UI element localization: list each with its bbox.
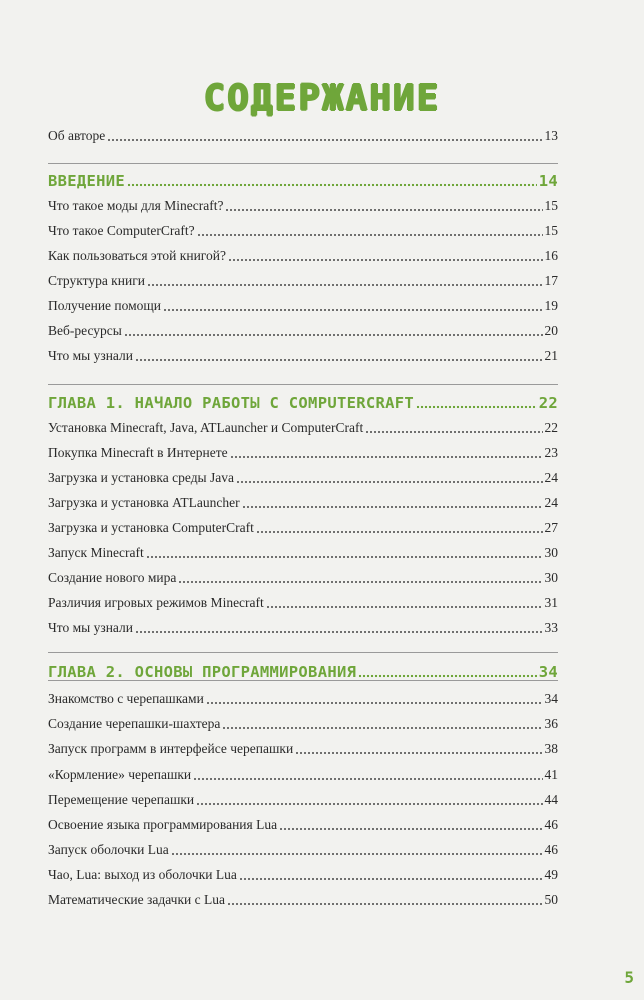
toc-entry-page: 17 (544, 273, 558, 288)
toc-entry-title: Различия игровых режимов Minecraft (48, 595, 264, 610)
toc-entry-title: Установка Minecraft, Java, ATLauncher и ComputerCraft (48, 420, 364, 435)
toc-entry-page: 13 (544, 128, 558, 143)
dot-leader (416, 405, 537, 409)
dot-leader (236, 480, 543, 484)
toc-entry (48, 247, 558, 265)
toc-entry-page: 34 (538, 663, 558, 681)
section-separator (48, 652, 558, 653)
toc-entry (48, 197, 558, 215)
toc-entry-title: Запуск Minecraft (48, 545, 144, 560)
dot-leader (242, 505, 543, 509)
dot-leader (266, 605, 543, 609)
toc-entry-title: Об авторе (48, 128, 106, 143)
toc-entry-title: Загрузка и установка ATLauncher (48, 495, 240, 510)
dot-leader (127, 183, 537, 187)
toc-entry (48, 297, 558, 315)
toc-entry (48, 569, 558, 587)
dot-leader (227, 902, 543, 906)
dot-leader (222, 726, 542, 730)
toc-entry-title: Запуск оболочки Lua (48, 842, 169, 857)
toc-entry-page: 34 (544, 691, 558, 706)
toc-entry-title: Получение помощи (48, 298, 162, 313)
dot-leader (365, 430, 542, 434)
toc-entry (48, 816, 558, 834)
dot-leader (178, 580, 542, 584)
toc-entry (48, 841, 558, 859)
toc-entry (48, 322, 558, 340)
dot-leader (107, 138, 542, 142)
section-separator (48, 163, 558, 164)
toc-entry (48, 866, 558, 884)
toc-entry (48, 444, 558, 462)
toc-entry-page: 50 (544, 892, 558, 907)
toc-heading (48, 394, 558, 412)
toc-entry (48, 419, 558, 437)
toc-entry (48, 347, 558, 365)
toc-entry (48, 519, 558, 537)
toc-entry-page: 24 (544, 495, 558, 510)
toc-entry-page: 21 (544, 348, 558, 363)
toc-entry-title: Что такое ComputerCraft? (48, 223, 195, 238)
toc-entry-title: Как пользоваться этой книгой? (48, 248, 226, 263)
dot-leader (146, 555, 543, 559)
toc-entry-page: 31 (544, 595, 558, 610)
toc-entry-title: Веб-ресурсы (48, 323, 122, 338)
dot-leader (228, 258, 543, 262)
toc-entry-page: 46 (544, 817, 558, 832)
toc-entry-page: 20 (544, 323, 558, 338)
toc-entry-page: 33 (544, 620, 558, 635)
toc-entry-title: Загрузка и установка среды Java (48, 470, 234, 485)
dot-leader (279, 827, 542, 831)
dot-leader (193, 777, 542, 781)
toc-entry (48, 272, 558, 290)
dot-leader (171, 852, 543, 856)
toc-entry (48, 891, 558, 909)
toc-entry-title: Что такое моды для Minecraft? (48, 198, 224, 213)
toc-entry-page: 30 (544, 570, 558, 585)
toc-entry (48, 791, 558, 809)
toc-entry-page: 14 (538, 172, 558, 190)
toc-entry-page: 36 (544, 716, 558, 731)
toc-entry-page: 44 (544, 792, 558, 807)
toc-entry-title: Освоение языка программирования Lua (48, 817, 278, 832)
toc-entry (48, 715, 558, 733)
toc-entry (48, 127, 558, 145)
toc-entry-page: 30 (544, 545, 558, 560)
page-title: СОДЕРЖАНИЕ (203, 78, 441, 119)
toc-entry-page: 46 (544, 842, 558, 857)
dot-leader (163, 308, 542, 312)
toc-entry-title: Знакомство с черепашками (48, 691, 204, 706)
toc-entry-title: Математические задачки с Lua (48, 892, 225, 907)
dot-leader (358, 674, 537, 678)
toc-entry-page: 49 (544, 867, 558, 882)
toc-entry-title: Запуск программ в интерфейсе черепашки (48, 741, 294, 756)
toc-entry (48, 619, 558, 637)
dot-leader (147, 283, 543, 287)
dot-leader (135, 630, 543, 634)
toc-entry-title: Покупка Minecraft в Интернете (48, 445, 228, 460)
toc-entry-title: Чао, Lua: выход из оболочки Lua (48, 867, 237, 882)
toc-entry-page: 27 (544, 520, 558, 535)
toc-entry-page: 38 (544, 741, 558, 756)
toc-entry-page: 24 (544, 470, 558, 485)
dot-leader (135, 358, 543, 362)
dot-leader (196, 802, 542, 806)
toc-entry-page: 15 (544, 198, 558, 213)
toc-entry (48, 594, 558, 612)
dot-leader (239, 877, 543, 881)
toc-entry (48, 766, 558, 784)
dot-leader (206, 701, 543, 705)
page-number: 5 (624, 968, 634, 987)
toc-entry-page: 19 (544, 298, 558, 313)
dot-leader (295, 751, 542, 755)
dot-leader (225, 208, 542, 212)
section-separator (48, 384, 558, 385)
toc-entry (48, 469, 558, 487)
toc-entry-title: ГЛАВА 1. НАЧАЛО РАБОТЫ С COMPUTERCRAFT (48, 394, 415, 412)
toc-entry-page: 22 (538, 394, 558, 412)
toc-entry-title: «Кормление» черепашки (48, 767, 192, 782)
dot-leader (124, 333, 543, 337)
toc-entry-page: 15 (544, 223, 558, 238)
toc-heading (48, 172, 558, 190)
toc-entry-title: Структура книги (48, 273, 145, 288)
toc-entry-title: ГЛАВА 2. ОСНОВЫ ПРОГРАММИРОВАНИЯ (48, 663, 357, 681)
toc-entry-page: 41 (544, 767, 558, 782)
toc-entry (48, 494, 558, 512)
toc-entry-title: Перемещение черепашки (48, 792, 195, 807)
toc-entry (48, 740, 558, 758)
toc-entry-page: 16 (544, 248, 558, 263)
dot-leader (256, 530, 543, 534)
toc-entry (48, 222, 558, 240)
toc-entry-title: ВВЕДЕНИЕ (48, 172, 126, 190)
toc-entry-title: Что мы узнали (48, 348, 133, 363)
toc-heading (48, 663, 558, 681)
dot-leader (197, 233, 543, 237)
toc-entry-page: 22 (544, 420, 558, 435)
dot-leader (230, 455, 543, 459)
toc-entry-title: Создание нового мира (48, 570, 177, 585)
toc-entry-title: Загрузка и установка ComputerCraft (48, 520, 254, 535)
toc-entry-title: Что мы узнали (48, 620, 133, 635)
toc-entry-page: 23 (544, 445, 558, 460)
toc-entry (48, 544, 558, 562)
toc-entry-title: Создание черепашки-шахтера (48, 716, 221, 731)
toc-entry (48, 690, 558, 708)
